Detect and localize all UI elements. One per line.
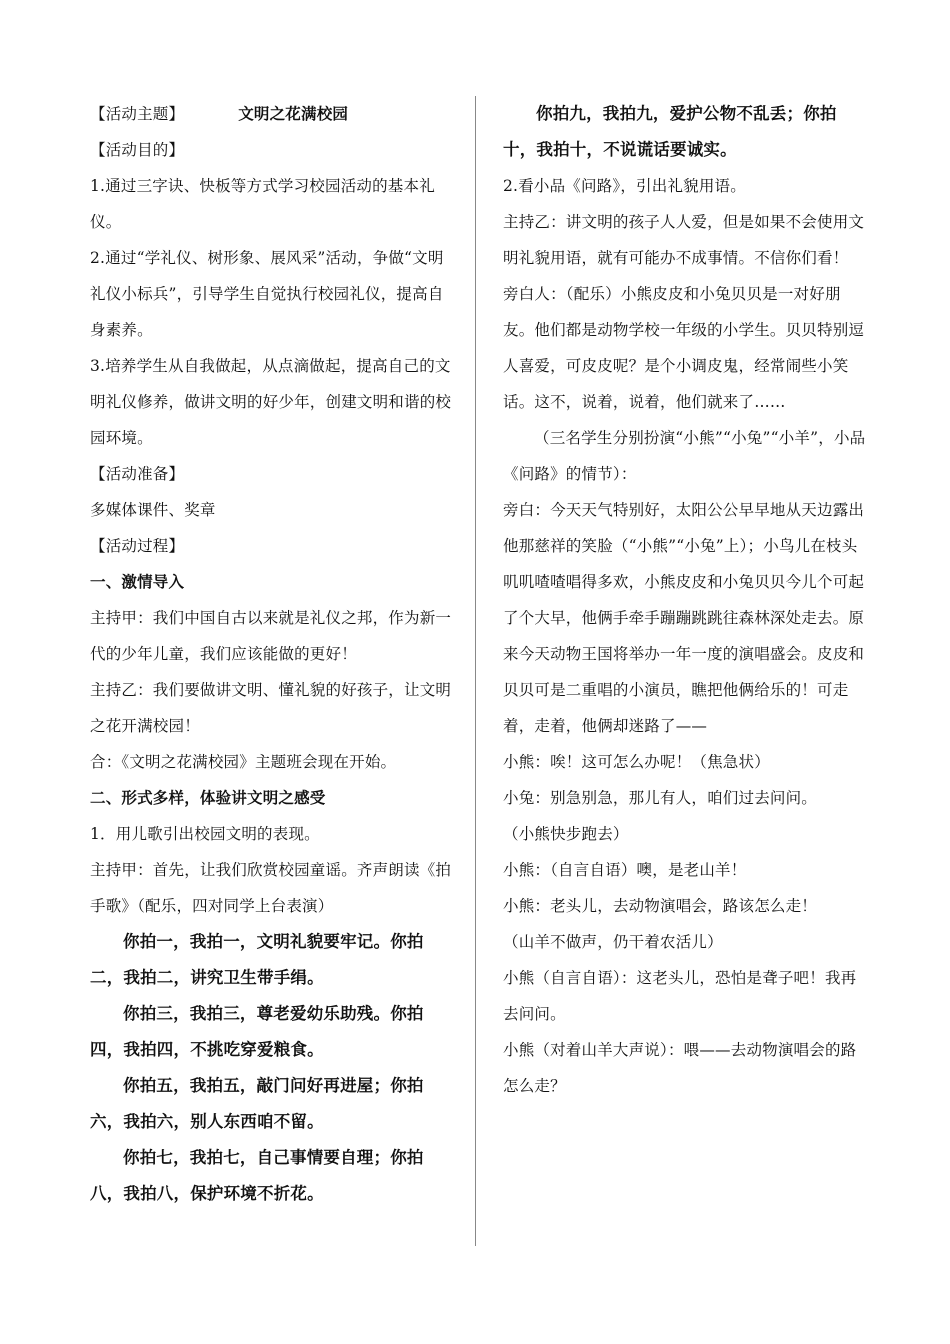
theme-row	[90, 96, 452, 132]
rabbit-line-1: 小兔：别急别急，那儿有人，咱们过去问问。	[503, 789, 818, 807]
bear-line-1: 小熊：唉！这可怎么办呢！（焦急状）	[503, 753, 770, 771]
column-divider	[475, 96, 476, 1246]
poem-stanza-5: 你拍九，我拍九，爱护公物不乱丢；你拍十，我拍十，不说谎话要诚实。	[503, 104, 837, 159]
section-heading-2: 二、形式多样，体验讲文明之感受	[90, 789, 326, 807]
bear-line-4: 小熊（自言自语）：这老头儿，恐怕是聋子吧！我再去问问。	[503, 969, 857, 1023]
stage-direction-3: （山羊不做声，仍干着农活儿）	[503, 933, 723, 951]
left-column	[90, 96, 452, 1212]
goal-item-2: 2.通过“学礼仪、树形象、展风采”活动，争做“文明礼仪小标兵”，引导学生自觉执行校园礼仪，提高自身素养。	[90, 249, 444, 339]
bear-line-3: 小熊：老头儿，去动物演唱会，路该怎么走！	[503, 897, 818, 915]
together-line: 合：《文明之花满校园》主题班会现在开始。	[90, 753, 397, 771]
sub-heading-2: 2.看小品《问路》，引出礼貌用语。	[503, 177, 746, 195]
host-a-line-2: 主持甲：首先，让我们欣赏校园童谣。齐声朗读《拍手歌》（配乐，四对同学上台表演）	[90, 861, 452, 915]
bear-line-5: 小熊（对着山羊大声说）：喂——去动物演唱会的路怎么走？	[503, 1041, 857, 1095]
narrator-line-1: 旁白人：（配乐）小熊皮皮和小兔贝贝是一对好朋友。他们都是动物学校一年级的小学生。贝贝特别逗人喜爱，可皮皮呢？是个小调皮鬼，经常闹些小笑话。这不，说着，说着，他们就来了……	[503, 285, 865, 411]
process-label: 【活动过程】	[90, 537, 185, 555]
goal-label: 【活动目的】	[90, 141, 185, 159]
stage-direction-2: （小熊快步跑去）	[503, 825, 629, 843]
sub-heading-1: 1．用儿歌引出校园文明的表现。	[90, 825, 320, 843]
host-b-line-1: 主持乙：我们要做讲文明、懂礼貌的好孩子，让文明之花开满校园！	[90, 681, 452, 735]
poem-stanza-1: 你拍一，我拍一，文明礼貌要牢记。你拍二，我拍二，讲究卫生带手绢。	[90, 932, 424, 987]
right-column	[503, 96, 867, 1104]
host-a-line-1: 主持甲：我们中国自古以来就是礼仪之邦，作为新一代的少年儿童，我们应该能做的更好！	[90, 609, 452, 663]
narrator-line-2: 旁白：今天天气特别好，太阳公公早早地从天边露出他那慈祥的笑脸（“小熊”“小兔”上）；小鸟儿在枝头叽叽喳喳唱得多欢，小熊皮皮和小兔贝贝今儿个可起了个大早，他俩手牵手蹦蹦跳跳往森林深处走去。原来今天动物王国将举办一年一度的演唱盛会。皮皮和贝贝可是二重唱的小演员，瞧把他俩给乐的！可走着，走着，他俩却迷路了——	[503, 501, 865, 735]
poem-stanza-2: 你拍三，我拍三，尊老爱幼乐助残。你拍四，我拍四，不挑吃穿爱粮食。	[90, 1004, 424, 1059]
bear-line-2: 小熊：（自言自语）噢，是老山羊！	[503, 861, 747, 879]
section-heading-1: 一、激情导入	[90, 573, 185, 591]
poem-stanza-3: 你拍五，我拍五，敲门问好再进屋；你拍六，我拍六，别人东西咱不留。	[90, 1076, 424, 1131]
host-b-line-2: 主持乙：讲文明的孩子人人爱，但是如果不会使用文明礼貌用语，就有可能办不成事情。不信你们看！	[503, 213, 865, 267]
stage-direction-1: （三名学生分别扮演“小熊”“小兔”“小羊”，小品《问路》的情节）：	[503, 429, 866, 483]
goal-item-1: 1.通过三字诀、快板等方式学习校园活动的基本礼仪。	[90, 177, 435, 231]
theme-title: 文明之花满校园	[238, 105, 349, 123]
prep-text: 多媒体课件、奖章	[90, 501, 216, 519]
goal-item-3: 3.培养学生从自我做起，从点滴做起，提高自己的文明礼仪修养，做讲文明的好少年，创建文明和谐的校园环境。	[90, 357, 452, 447]
theme-label: 【活动主题】	[90, 105, 185, 123]
poem-stanza-4: 你拍七，我拍七，自己事情要自理；你拍八，我拍八，保护环境不折花。	[90, 1148, 424, 1203]
prep-label: 【活动准备】	[90, 465, 185, 483]
